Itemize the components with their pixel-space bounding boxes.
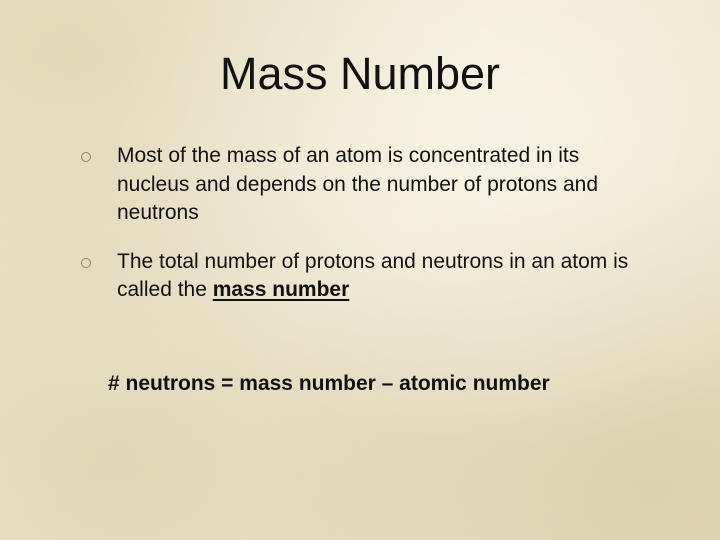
neutrons-formula: # neutrons = mass number – atomic number (108, 372, 550, 395)
circle-bullet-icon (81, 258, 91, 268)
slide-title: Mass Number (219, 48, 501, 99)
bullet-list (80, 142, 640, 325)
bullet-item (80, 248, 640, 305)
bullet-text: Most of the mass of an atom is concentrated in its nucleus and depends on the number of protons and neutrons (117, 144, 599, 224)
bullet-item (80, 142, 640, 228)
bullet-text: The total number of protons and neutrons in an atom is called the (117, 249, 629, 301)
circle-bullet-icon (81, 152, 91, 162)
mass-number-term: mass number (212, 278, 350, 301)
